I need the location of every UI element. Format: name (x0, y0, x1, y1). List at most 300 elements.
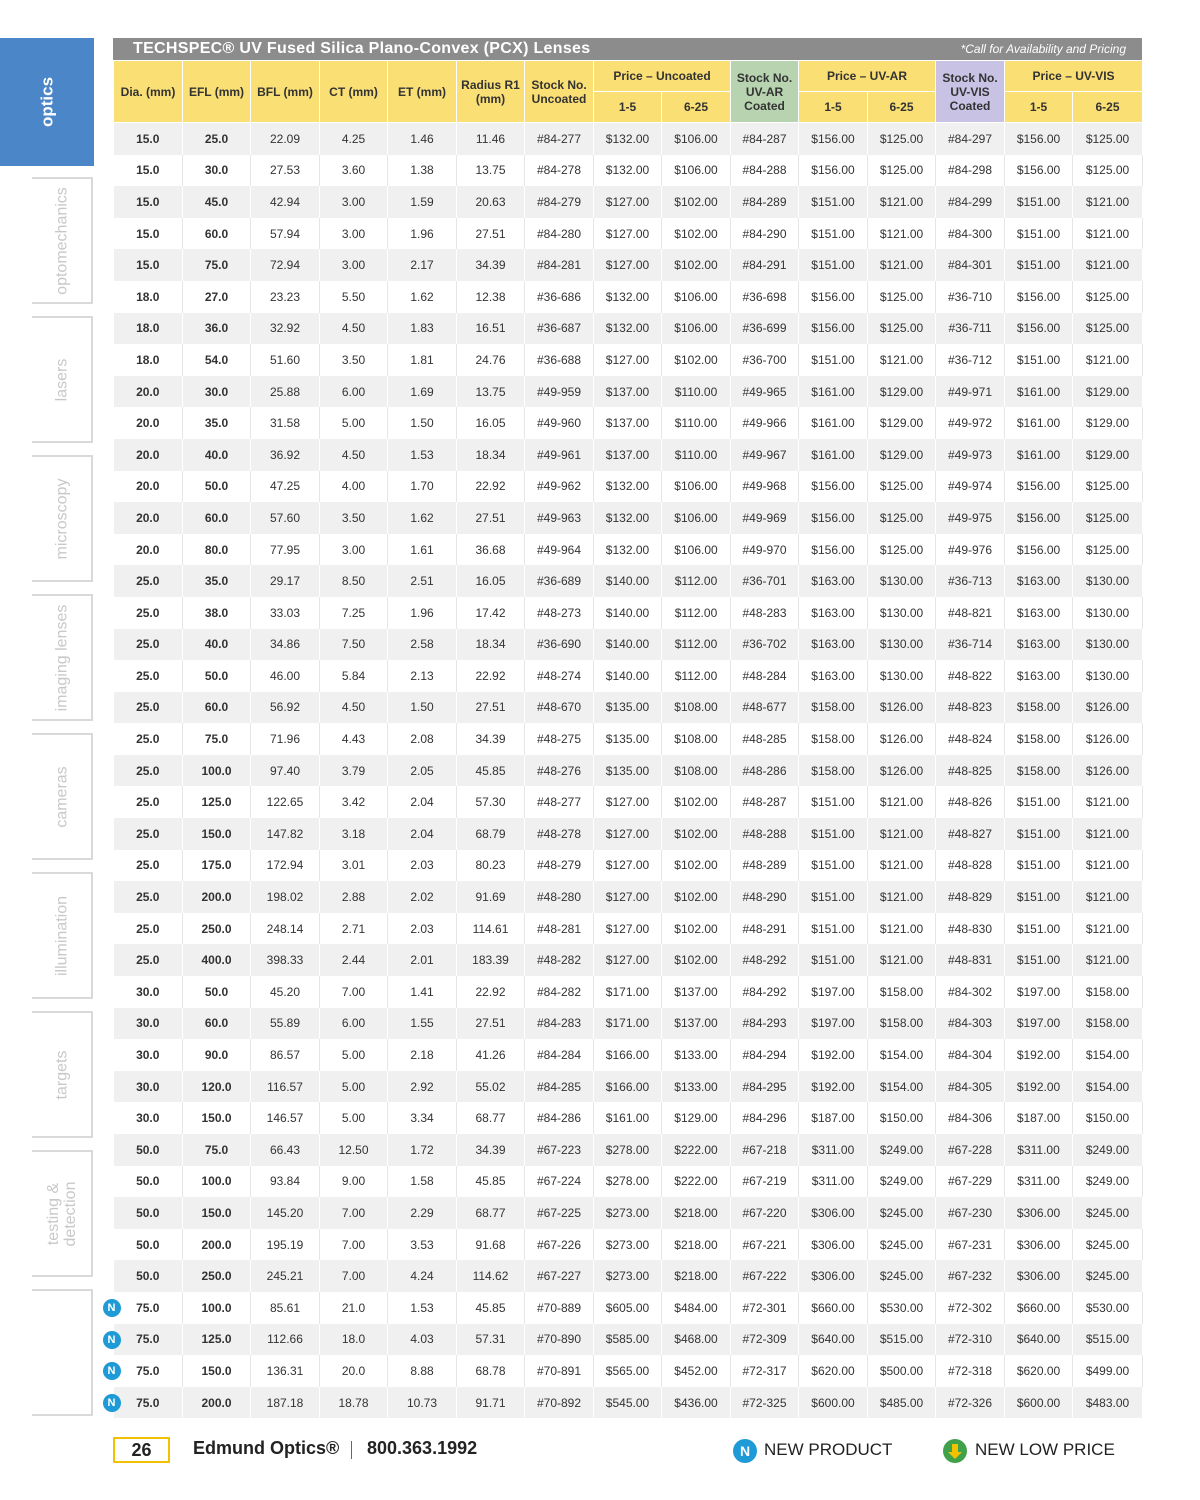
table-cell: 27.51 (457, 1008, 525, 1040)
dia-value: 30.0 (136, 1016, 160, 1031)
table-cell: #36-712 (936, 344, 1005, 376)
table-cell: 60.0 (183, 502, 251, 534)
table-cell: #49-968 (731, 471, 799, 503)
table-cell: 3.00 (320, 249, 388, 281)
dia-value: 25.0 (136, 668, 160, 683)
table-cell: $156.00 (1005, 502, 1073, 534)
dia-value: 15.0 (136, 226, 160, 241)
table-cell: #48-824 (936, 723, 1005, 755)
table-cell: $102.00 (662, 850, 731, 882)
table-cell (114, 344, 183, 376)
table-cell: #48-670 (525, 692, 594, 724)
table-cell (107, 1324, 183, 1356)
table-cell: #49-967 (731, 439, 799, 471)
table-row (114, 1260, 1143, 1292)
table-cell: 45.20 (251, 976, 320, 1008)
table-cell: $130.00 (1073, 565, 1143, 597)
table-cell: $125.00 (1073, 471, 1143, 503)
table-cell: #70-890 (525, 1324, 594, 1356)
table-cell: #48-280 (525, 881, 594, 913)
table-cell: $187.00 (1005, 1102, 1073, 1134)
table-cell: $158.00 (1073, 976, 1143, 1008)
table-cell: $102.00 (662, 186, 731, 218)
table-cell: 68.78 (457, 1355, 525, 1387)
table-row (114, 1039, 1143, 1071)
dia-value: 20.0 (136, 479, 160, 494)
table-cell: $436.00 (662, 1387, 731, 1419)
table-cell: 172.94 (251, 850, 320, 882)
table-cell: 22.92 (457, 471, 525, 503)
table-row (114, 344, 1143, 376)
table-cell: 3.50 (320, 502, 388, 534)
table-cell: #49-963 (525, 502, 594, 534)
table-cell: #84-281 (525, 249, 594, 281)
table-cell: 112.66 (251, 1324, 320, 1356)
table-cell: $515.00 (1073, 1324, 1143, 1356)
table-cell (114, 1071, 183, 1103)
table-cell: 2.29 (388, 1197, 457, 1229)
table-cell: 24.76 (457, 344, 525, 376)
table-cell: $108.00 (662, 755, 731, 787)
table-cell: $156.00 (1005, 155, 1073, 187)
table-cell: $151.00 (1005, 218, 1073, 250)
table-cell: $306.00 (1005, 1197, 1073, 1229)
table-cell: 11.46 (457, 123, 525, 155)
table-cell: 1.96 (388, 218, 457, 250)
table-cell: 71.96 (251, 723, 320, 755)
table-cell: $154.00 (868, 1071, 936, 1103)
table-cell: $197.00 (799, 1008, 868, 1040)
table-cell: #48-291 (731, 913, 799, 945)
table-cell: 56.92 (251, 692, 320, 724)
dia-value: 30.0 (136, 1048, 160, 1063)
table-cell: $132.00 (594, 534, 662, 566)
dia-value: 30.0 (136, 984, 160, 999)
table-cell: #48-277 (525, 786, 594, 818)
table-cell: $125.00 (868, 123, 936, 155)
table-cell (107, 1387, 183, 1419)
table-cell: $102.00 (662, 818, 731, 850)
tab-blank[interactable] (32, 1289, 93, 1416)
table-row (114, 249, 1143, 281)
table-cell: 27.51 (457, 692, 525, 724)
table-cell: 80.0 (183, 534, 251, 566)
table-cell: #36-689 (525, 565, 594, 597)
table-cell: $222.00 (662, 1134, 731, 1166)
table-cell: #36-713 (936, 565, 1005, 597)
table-cell: $102.00 (662, 249, 731, 281)
table-cell: 72.94 (251, 249, 320, 281)
table-cell: 54.0 (183, 344, 251, 376)
table-cell: #84-283 (525, 1008, 594, 1040)
table-cell: 85.61 (251, 1292, 320, 1324)
table-row (114, 1166, 1143, 1198)
table-cell: $110.00 (662, 407, 731, 439)
table-cell: $132.00 (594, 313, 662, 345)
table-cell: #48-275 (525, 723, 594, 755)
table-cell: $150.00 (868, 1102, 936, 1134)
dia-value: 15.0 (136, 194, 160, 209)
table-cell: 5.00 (320, 1102, 388, 1134)
table-cell: 1.55 (388, 1008, 457, 1040)
table-cell: #48-273 (525, 597, 594, 629)
table-cell: #48-283 (731, 597, 799, 629)
table-cell: $600.00 (799, 1387, 868, 1419)
table-cell: $135.00 (594, 755, 662, 787)
table-cell: $137.00 (594, 439, 662, 471)
table-cell: 93.84 (251, 1166, 320, 1198)
table-cell: #49-972 (936, 407, 1005, 439)
table-cell: #84-301 (936, 249, 1005, 281)
table-cell: #72-318 (936, 1355, 1005, 1387)
table-cell: $150.00 (1073, 1102, 1143, 1134)
tab-illumination[interactable]: illumination (32, 872, 93, 999)
table-row (114, 376, 1143, 408)
table-cell: $156.00 (1005, 313, 1073, 345)
table-cell: 75.0 (183, 249, 251, 281)
table-row (114, 881, 1143, 913)
table-cell: #84-282 (525, 976, 594, 1008)
table-cell (114, 1260, 183, 1292)
table-cell: $163.00 (1005, 660, 1073, 692)
table-cell: $121.00 (868, 850, 936, 882)
table-cell: #70-889 (525, 1292, 594, 1324)
table-cell: 114.61 (457, 913, 525, 945)
table-cell: $163.00 (1005, 629, 1073, 661)
table-cell: $530.00 (1073, 1292, 1143, 1324)
table-cell: $468.00 (662, 1324, 731, 1356)
table-cell: $121.00 (1073, 850, 1143, 882)
table-cell: $483.00 (1073, 1387, 1143, 1419)
table-cell: #72-302 (936, 1292, 1005, 1324)
table-row (114, 850, 1143, 882)
table-cell: $306.00 (799, 1260, 868, 1292)
table-cell: $187.00 (799, 1102, 868, 1134)
dia-value: 50.0 (136, 1237, 160, 1252)
table-cell: $126.00 (868, 692, 936, 724)
table-cell: $273.00 (594, 1260, 662, 1292)
table-cell (114, 1008, 183, 1040)
table-cell: #48-827 (936, 818, 1005, 850)
table-cell: #84-291 (731, 249, 799, 281)
table-cell: #36-711 (936, 313, 1005, 345)
tab-optomechanics[interactable]: optomechanics (32, 177, 93, 304)
table-row (114, 407, 1143, 439)
dia-value: 50.0 (136, 1205, 160, 1220)
table-cell: $121.00 (1073, 881, 1143, 913)
table-cell: $106.00 (662, 281, 731, 313)
table-cell: #84-292 (731, 976, 799, 1008)
table-cell: 36.0 (183, 313, 251, 345)
tab-imaging-lenses[interactable]: imaging lenses (32, 594, 93, 721)
table-cell: #72-301 (731, 1292, 799, 1324)
table-cell: 400.0 (183, 944, 251, 976)
table-row (114, 1355, 1143, 1387)
table-cell (114, 1102, 183, 1134)
table-cell: #84-285 (525, 1071, 594, 1103)
table-cell: 120.0 (183, 1071, 251, 1103)
table-cell: 1.70 (388, 471, 457, 503)
table-cell: $306.00 (1005, 1229, 1073, 1261)
table-cell: 9.00 (320, 1166, 388, 1198)
table-cell: $137.00 (594, 407, 662, 439)
table-cell: 200.0 (183, 1229, 251, 1261)
table-cell: $127.00 (594, 249, 662, 281)
table-cell: 245.21 (251, 1260, 320, 1292)
table-cell: $158.00 (1073, 1008, 1143, 1040)
table-cell (114, 723, 183, 755)
table-cell (114, 818, 183, 850)
table-cell: $156.00 (799, 155, 868, 187)
table-cell: $163.00 (799, 597, 868, 629)
table-cell: 198.02 (251, 881, 320, 913)
tab-lasers[interactable]: lasers (32, 316, 93, 443)
table-cell: $151.00 (1005, 249, 1073, 281)
tab-microscopy[interactable]: microscopy (32, 455, 93, 582)
table-row (114, 1134, 1143, 1166)
table-cell: #67-229 (936, 1166, 1005, 1198)
table-cell: 7.00 (320, 1260, 388, 1292)
table-row (114, 913, 1143, 945)
table-cell: $102.00 (662, 218, 731, 250)
table-row (114, 755, 1143, 787)
table-cell (114, 1134, 183, 1166)
table-cell: $132.00 (594, 502, 662, 534)
table-cell: $125.00 (1073, 123, 1143, 155)
table-cell: #48-278 (525, 818, 594, 850)
table-cell: #36-700 (731, 344, 799, 376)
table-cell: 3.00 (320, 186, 388, 218)
table-cell: #48-288 (731, 818, 799, 850)
table-cell: $127.00 (594, 944, 662, 976)
table-cell: 1.50 (388, 692, 457, 724)
table-cell: #84-295 (731, 1071, 799, 1103)
table-cell: $126.00 (1073, 755, 1143, 787)
tab-cameras[interactable]: cameras (32, 733, 93, 860)
table-cell (114, 976, 183, 1008)
table-row (114, 313, 1143, 345)
dia-value: 20.0 (136, 416, 160, 431)
table-cell (114, 660, 183, 692)
table-cell: #48-677 (731, 692, 799, 724)
table-cell: $245.00 (868, 1197, 936, 1229)
table-cell: 1.58 (388, 1166, 457, 1198)
table-cell (114, 944, 183, 976)
table-cell: $121.00 (1073, 344, 1143, 376)
table-cell: 27.53 (251, 155, 320, 187)
table-cell: 2.88 (320, 881, 388, 913)
table-row (114, 471, 1143, 503)
table-row (114, 186, 1143, 218)
table-cell: $154.00 (868, 1039, 936, 1071)
tab-testing-detection[interactable]: testing & detection (32, 1150, 93, 1277)
dia-value: 20.0 (136, 542, 160, 557)
table-cell: #48-825 (936, 755, 1005, 787)
table-cell: #36-698 (731, 281, 799, 313)
table-cell: $130.00 (868, 565, 936, 597)
table-cell: $565.00 (594, 1355, 662, 1387)
table-cell: $660.00 (799, 1292, 868, 1324)
table-cell: $245.00 (1073, 1260, 1143, 1292)
table-cell: #49-960 (525, 407, 594, 439)
tab-targets[interactable]: targets (32, 1011, 93, 1138)
table-cell: 50.0 (183, 660, 251, 692)
table-cell: 2.02 (388, 881, 457, 913)
dia-value: 25.0 (136, 795, 160, 810)
table-cell: 57.60 (251, 502, 320, 534)
table-cell: $106.00 (662, 534, 731, 566)
table-cell: $126.00 (868, 755, 936, 787)
table-cell: $158.00 (868, 1008, 936, 1040)
table-cell: #67-219 (731, 1166, 799, 1198)
table-cell: 250.0 (183, 913, 251, 945)
table-cell: #48-828 (936, 850, 1005, 882)
table-cell (114, 1166, 183, 1198)
table-cell: $125.00 (1073, 281, 1143, 313)
dia-value: 25.0 (136, 637, 160, 652)
table-cell: $171.00 (594, 976, 662, 1008)
header-qty-1-5: 1-5 (1005, 92, 1073, 123)
table-cell (114, 850, 183, 882)
table-cell: $151.00 (1005, 913, 1073, 945)
table-cell: 97.40 (251, 755, 320, 787)
table-cell: 55.89 (251, 1008, 320, 1040)
table-cell: $161.00 (799, 407, 868, 439)
table-cell: $135.00 (594, 723, 662, 755)
table-cell (114, 534, 183, 566)
dia-value: 25.0 (136, 890, 160, 905)
table-cell: 13.75 (457, 376, 525, 408)
table-cell: $156.00 (799, 281, 868, 313)
table-cell: $121.00 (868, 818, 936, 850)
table-cell: $108.00 (662, 692, 731, 724)
header-price-uvar: Price – UV-AR (799, 61, 936, 92)
header-qty-6-25: 6-25 (1073, 92, 1143, 123)
table-cell: #84-305 (936, 1071, 1005, 1103)
table-cell: 3.00 (320, 218, 388, 250)
table-cell: #67-220 (731, 1197, 799, 1229)
table-cell: #48-286 (731, 755, 799, 787)
table-cell: $137.00 (594, 376, 662, 408)
table-cell: 47.25 (251, 471, 320, 503)
table-cell: $161.00 (799, 439, 868, 471)
table-cell: #49-974 (936, 471, 1005, 503)
dia-value: 15.0 (136, 131, 160, 146)
table-row (114, 723, 1143, 755)
new-product-icon: N (733, 1439, 757, 1463)
table-cell: $311.00 (1005, 1166, 1073, 1198)
table-cell: 136.31 (251, 1355, 320, 1387)
table-cell: #84-287 (731, 123, 799, 155)
table-cell: 7.00 (320, 1197, 388, 1229)
table-cell (114, 913, 183, 945)
table-cell (114, 1197, 183, 1229)
table-cell: #67-228 (936, 1134, 1005, 1166)
table-cell: $156.00 (799, 471, 868, 503)
table-cell: #84-306 (936, 1102, 1005, 1134)
table-cell (114, 692, 183, 724)
table-cell: $151.00 (1005, 818, 1073, 850)
table-cell: $171.00 (594, 1008, 662, 1040)
header-qty-1-5: 1-5 (799, 92, 868, 123)
table-body (107, 123, 1143, 1419)
dia-value: 50.0 (136, 1174, 160, 1189)
table-cell: $132.00 (594, 155, 662, 187)
table-title-bar (113, 38, 1142, 60)
table-cell: 16.51 (457, 313, 525, 345)
table-cell: $132.00 (594, 471, 662, 503)
table-cell: 60.0 (183, 218, 251, 250)
table-cell: $197.00 (799, 976, 868, 1008)
table-cell: 29.17 (251, 565, 320, 597)
dia-value: 30.0 (136, 1079, 160, 1094)
table-cell: 3.34 (388, 1102, 457, 1134)
table-cell: 16.05 (457, 565, 525, 597)
table-cell: 3.00 (320, 534, 388, 566)
table-cell: 1.61 (388, 534, 457, 566)
table-cell: $222.00 (662, 1166, 731, 1198)
table-cell: 91.69 (457, 881, 525, 913)
header-et: ET (mm) (388, 61, 457, 123)
dia-value: 50.0 (136, 1269, 160, 1284)
table-cell: 18.34 (457, 629, 525, 661)
table-cell: $156.00 (799, 123, 868, 155)
table-cell: #84-296 (731, 1102, 799, 1134)
table-cell: 34.39 (457, 249, 525, 281)
table-cell: $110.00 (662, 376, 731, 408)
table-cell: $620.00 (1005, 1355, 1073, 1387)
table-cell: #48-279 (525, 850, 594, 882)
table-cell: $110.00 (662, 439, 731, 471)
table-cell: 1.96 (388, 597, 457, 629)
table-cell: #84-286 (525, 1102, 594, 1134)
table-cell (114, 471, 183, 503)
table-cell: 2.17 (388, 249, 457, 281)
table-cell: $106.00 (662, 502, 731, 534)
table-cell: $278.00 (594, 1166, 662, 1198)
table-cell: 8.88 (388, 1355, 457, 1387)
table-cell: $106.00 (662, 155, 731, 187)
table-cell: $156.00 (799, 502, 868, 534)
table-cell: #49-975 (936, 502, 1005, 534)
dia-value: 25.0 (136, 700, 160, 715)
header-qty-1-5: 1-5 (594, 92, 662, 123)
tab-optics[interactable]: optics (0, 38, 94, 166)
table-cell: $192.00 (799, 1039, 868, 1071)
table-cell: #84-280 (525, 218, 594, 250)
table-row (114, 502, 1143, 534)
table-cell: 4.24 (388, 1260, 457, 1292)
table-row (114, 597, 1143, 629)
table-cell: #84-293 (731, 1008, 799, 1040)
table-cell: $126.00 (1073, 692, 1143, 724)
table-cell: $249.00 (1073, 1166, 1143, 1198)
table-cell: #49-964 (525, 534, 594, 566)
table-cell: $121.00 (868, 186, 936, 218)
table-cell: $161.00 (1005, 439, 1073, 471)
page-number: 26 (113, 1437, 170, 1463)
table-cell: #48-282 (525, 944, 594, 976)
table-cell: #36-686 (525, 281, 594, 313)
dia-value: 75.0 (136, 1395, 160, 1410)
table-cell: 8.50 (320, 565, 388, 597)
dia-value: 25.0 (136, 953, 160, 968)
table-cell: 146.57 (251, 1102, 320, 1134)
table-cell: #49-976 (936, 534, 1005, 566)
table-cell: $106.00 (662, 123, 731, 155)
table-cell: #49-959 (525, 376, 594, 408)
table-cell: #84-304 (936, 1039, 1005, 1071)
